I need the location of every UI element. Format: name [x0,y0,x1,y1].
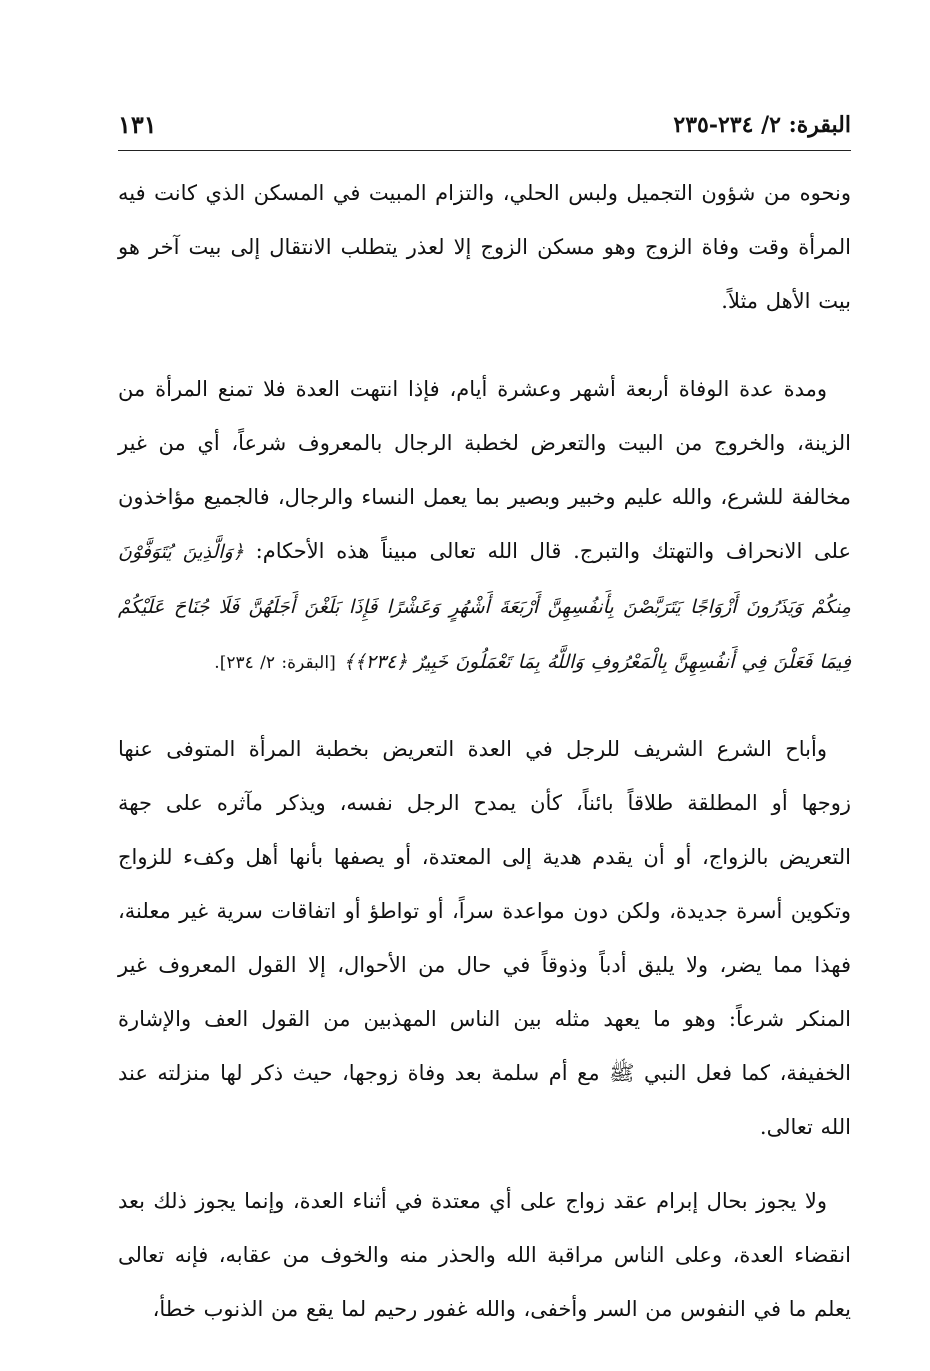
page-number: ١٣١ [118,110,157,139]
paragraph-text: ولا يجوز بحال إبرام عقد زواج على أي معتدة في أثناء العدة، وإنما يجوز ذلك بعد انقضاء العدة، وعلى الناس مراقبة الله والحذر منه والخوف من عقابه، فإنه تعالى يعلم ما في النفوس من السر وأخفى، والله غفور رحيم لما يقع من الذنوب خطأ، [118,1189,851,1321]
paragraph-continuation [118,166,851,328]
paragraph-text: ونحوه من شؤون التجميل ولبس الحلي، والتزام المبيت في المسكن الذي كانت فيه المرأة وقت وفاة الزوج وهو مسكن الزوج إلا لعذر يتطلب الانتقال إلى بيت آخر هو بيت الأهل مثلاً. [118,181,851,313]
page-body [118,166,851,1336]
paragraph-text: وأباح الشرع الشريف للرجل في العدة التعريض بخطبة المرأة المتوفى عنها زوجها أو المطلقة طلاقاً بائناً، كأن يمدح الرجل نفسه، ويذكر مآثره على جهة التعريض بالزواج، أو أن يقدم هدية إلى المعتدة، أو يصفها بأنها أهل وكفء للزواج وتكوين أسرة جديدة، ولكن دون مواعدة سراً، أو تواطؤ أو اتفاقات سرية غير معلنة، فهذا مما يضر، ولا يليق أدباً وذوقاً في حال من الأحوال، إلا القول المعروف غير المنكر شرعاً: وهو ما يعهد مثله بين الناس المهذبين من القول العف والإشارة الخفيفة، كما فعل النبي ﷺ مع أم سلمة بعد وفاة زوجها، حيث ذكر لها منزلته عند الله تعالى. [118,737,851,1139]
paragraph-proposal-hint [118,722,851,1154]
quran-verse: ﴿وَالَّذِينَ يُتَوَفَّوْنَ مِنكُمْ وَيَذَرُونَ أَزْوَاجًا يَتَرَبَّصْنَ بِأَنفُسِهِنَّ أَرْبَعَةَ أَشْهُرٍ وَعَشْرًا فَإِذَا بَلَغْنَ أَجَلَهُنَّ فَلَا جُنَاحَ عَلَيْكُمْ فِيمَا فَعَلْنَ فِي أَنفُسِهِنَّ بِالْمَعْرُوفِ وَاللَّهُ بِمَا تَعْمَلُونَ خَبِيرٌ ﴿٢٣٤﴾﴾ [118,541,851,673]
paragraph-marriage-contract [118,1174,851,1336]
paragraph-text: ومدة عدة الوفاة أربعة أشهر وعشرة أيام، فإذا انتهت العدة فلا تمنع المرأة من الزينة، والخروج من البيت والتعرض لخطبة الرجال بالمعروف شرعاً، أي من غير مخالفة للشرع، والله عليم وخبير وبصير بما يعمل النساء والرجال، فالجميع مؤاخذون على الانحراف والتهتك والتبرج. قال الله تعالى مبيناً هذه الأحكام: [118,377,851,563]
paragraph-iddah-period [118,362,851,690]
running-title: البقرة: ٢/ ٢٣٤-٢٣٥ [673,112,851,138]
verse-reference: [البقرة: ٢/ ٢٣٤]. [214,653,336,673]
page-header [118,106,851,151]
